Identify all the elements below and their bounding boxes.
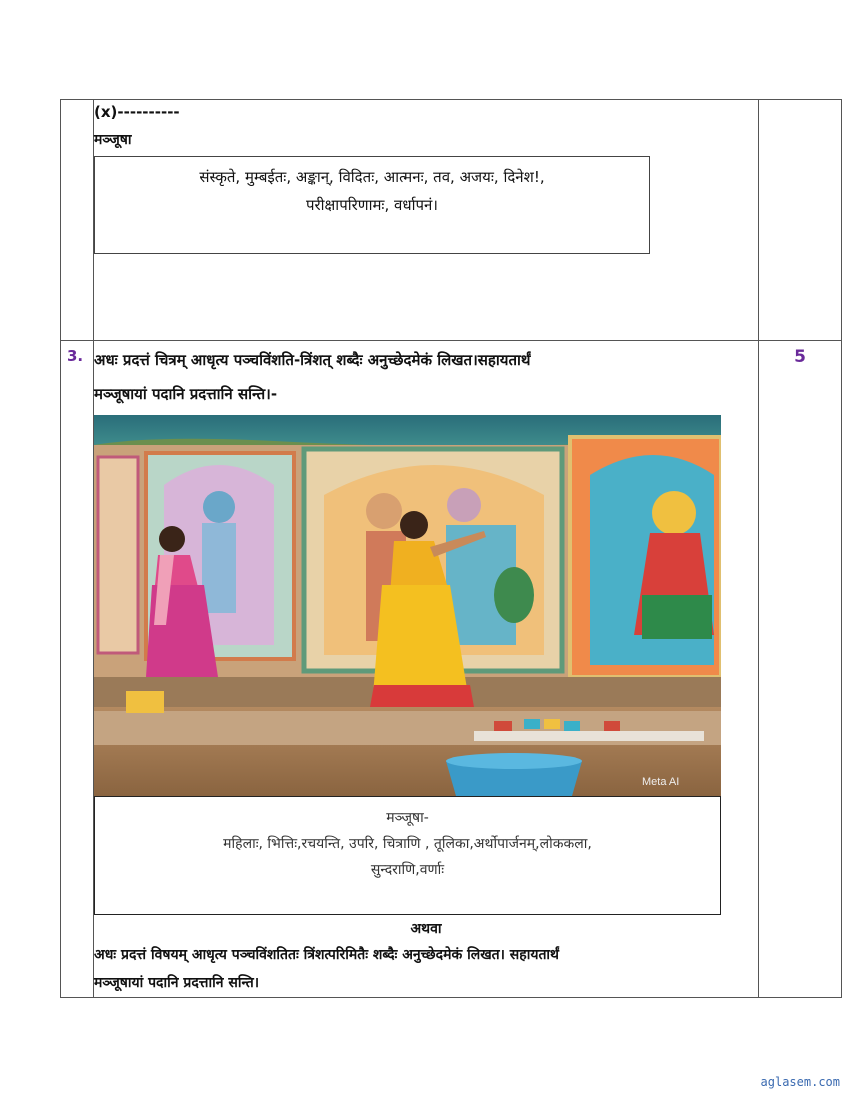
question-text: [94, 343, 758, 411]
word-box-heading: मञ्जूषा: [94, 132, 132, 148]
word-box-2: [94, 796, 721, 915]
question-row-3: [61, 341, 842, 998]
word-box-2-line-1: महिलाः, भित्तिः,रचयन्ति, उपरि, चित्राणि , तूलिका,अर्थोपार्जनम्,लोककला,: [223, 836, 592, 852]
question-marks: 5: [794, 347, 806, 367]
question-number: 3.: [67, 347, 84, 365]
content-cell-x: [94, 100, 759, 341]
number-cell: [61, 341, 94, 998]
word-box: [94, 156, 650, 254]
question-line-1: अधः प्रदत्तं चित्रम् आधृत्य पञ्चविंशति-त्रिंशत् शब्दैः अनुच्छेदमेकं लिखत।सहायतार्थं: [94, 351, 531, 369]
alternate-question: [94, 941, 758, 997]
content-cell-3: [94, 341, 759, 998]
marks-cell-empty: [759, 100, 842, 341]
mural-painting-photo: [94, 415, 721, 796]
word-box-line-1: संस्कृते, मुम्बईतः, अङ्कान्, विदितः, आत्मनः, तव, अजयः, दिनेश!,: [199, 168, 545, 186]
marks-cell: [759, 341, 842, 998]
alternate-question-line-1: अधः प्रदत्तं विषयम् आधृत्य पञ्चविंशतितः त्रिंशत्परिमितैः शब्दैः अनुच्छेदमेकं लिखत। सहायतार्थं: [94, 947, 559, 963]
question-table: [60, 99, 842, 998]
question-row-x: [61, 100, 842, 341]
word-box-2-line-2: सुन्दराणि,वर्णाः: [370, 862, 445, 878]
number-cell-empty: [61, 100, 94, 341]
word-box-2-heading: मञ्जूषा-: [386, 810, 429, 826]
question-line-2: मञ्जूषायां पदानि प्रदत्तानि सन्ति।-: [94, 385, 278, 403]
sub-question-label: (x)----------: [94, 103, 180, 121]
word-box-line-2: परीक्षापरिणामः, वर्धापनं।: [306, 196, 438, 214]
alternate-question-line-2: मञ्जूषायां पदानि प्रदत्तानि सन्ति।: [94, 975, 260, 991]
site-watermark: aglasem.com: [760, 1075, 840, 1089]
or-separator: अथवा: [410, 921, 442, 937]
image-credit: Meta AI: [642, 776, 680, 788]
